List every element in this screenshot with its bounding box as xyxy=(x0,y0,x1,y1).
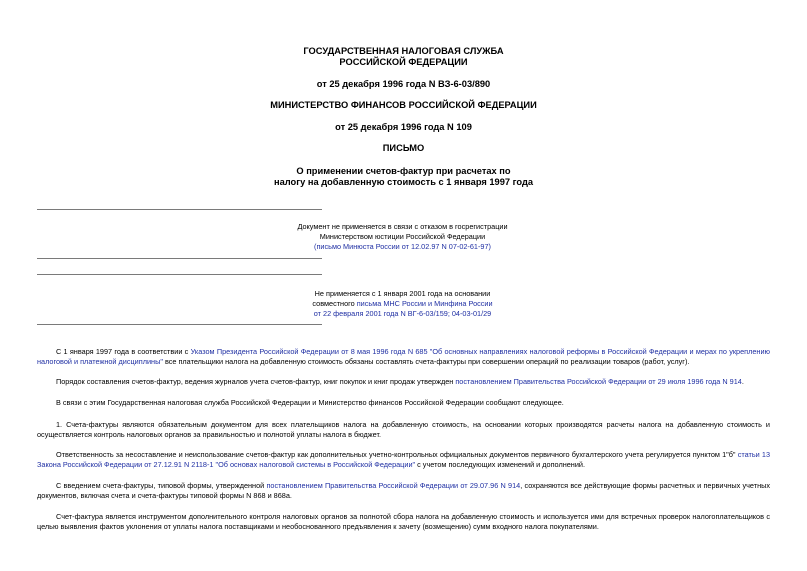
divider xyxy=(37,274,322,275)
ministry-title: МИНИСТЕРСТВО ФИНАНСОВ РОССИЙСКОЙ ФЕДЕРАЦИИ xyxy=(270,100,537,110)
note-1-link[interactable]: (письмо Минюста России от 12.02.97 N 07-02-61-97) xyxy=(314,242,491,251)
subject-line2: налогу на добавленную стоимость с 1 января 1997 года xyxy=(273,177,534,187)
note-2-link-line3[interactable]: от 22 февраля 2001 года N ВГ-6-03/159; 04-03-01/29 xyxy=(313,309,492,318)
status-note-2 xyxy=(260,289,545,319)
resolution-link-2[interactable]: постановлением Правительства Российской Федерации от 29.07.96 N 914 xyxy=(266,481,521,490)
paragraph-6-text-end: , сохраняются все действующие формы расчетных и первичных учетных документов, включая счета и счета-фактуры типовой формы N 868 и 868а. xyxy=(37,481,770,500)
divider xyxy=(37,324,322,325)
note-1-line2: Министерством юстиции Российской Федерации xyxy=(319,232,486,241)
note-2-link[interactable]: письма МНС России и Минфина России xyxy=(356,299,493,308)
decree-link[interactable]: Указом Президента Российской Федерации от 8 мая 1996 года N 685 "Об основных направлениях налоговой реформы в Российской Федерации и мерах по укреплению налоговой и платежной дисциплины" xyxy=(37,347,770,366)
resolution-link[interactable]: постановлением Правительства Российской Федерации от 29 июля 1996 года N 914 xyxy=(455,377,742,386)
paragraph-6 xyxy=(37,481,770,501)
paragraph-4: 1. Счета-фактуры являются обязательным документом для всех плательщиков налога на добавленную стоимость, на основании которых производятся расчеты налога на добавленную стоимость и осуществляется контроль налоговых органов за правильностью и полнотой уплаты налога в бюджет. xyxy=(37,420,770,439)
paragraph-2 xyxy=(37,377,770,387)
note-2-line2 xyxy=(260,299,545,309)
paragraph-7: Счет-фактура является инструментом дополнительного контроля налоговых органов за полнотой сбора налога на добавленную стоимость и используется ими для встречных проверок налогоплательщиков с целью выявления фактов уклонения от уплаты налога поставщиками и необоснованного предъявления к зачету (возмещению) сумм входного налога покупателями. xyxy=(37,512,770,531)
subject-line1: О применении счетов-фактур при расчетах по xyxy=(296,166,511,176)
divider xyxy=(37,258,322,259)
paragraph-5 xyxy=(37,450,770,470)
issuer-date: от 25 декабря 1996 года N ВЗ-6-03/890 xyxy=(316,79,491,89)
document-type: ПИСЬМО xyxy=(382,143,425,153)
law-article-link[interactable]: статьи 13 Закона Российской Федерации от 27.12.91 N 2118-1 "Об основах налоговой системы в Российской Федерации" xyxy=(37,450,770,469)
paragraph-1-text-end: все плательщики налога на добавленную стоимость обязаны составлять счета-фактуры при совершении операций по реализации товаров (работ, услуг). xyxy=(162,357,690,366)
note-2-prefix: совместного xyxy=(312,299,357,308)
paragraph-3: В связи с этим Государственная налоговая служба Российской Федерации и Министерство финансов Российской Федерации сообщают следующее. xyxy=(56,398,564,407)
status-note-1 xyxy=(260,222,545,252)
paragraph-6-text: С введением счета-фактуры, типовой формы, утвержденной xyxy=(56,481,267,490)
paragraph-1 xyxy=(37,347,770,367)
paragraph-5-text: Ответственность за несоставление и неиспользование счетов-фактур как дополнительных учетно-контрольных официальных документов первичного бухгалтерского учета регулируется пунктом 1"б" xyxy=(56,450,738,459)
issuer-title-line2: РОССИЙСКОЙ ФЕДЕРАЦИИ xyxy=(339,57,468,67)
paragraph-5-text-end: с учетом последующих изменений и дополнений. xyxy=(415,460,586,469)
paragraph-2-text-end: . xyxy=(741,377,744,386)
divider xyxy=(37,209,322,210)
note-2-line1: Не применяется с 1 января 2001 года на основании xyxy=(314,289,491,298)
ministry-date: от 25 декабря 1996 года N 109 xyxy=(335,122,472,132)
paragraph-1-text: С 1 января 1997 года в соответствии с xyxy=(56,347,191,356)
note-1-line1: Документ не применяется в связи с отказом в госрегистрации xyxy=(297,222,508,231)
issuer-title-line1: ГОСУДАРСТВЕННАЯ НАЛОГОВАЯ СЛУЖБА xyxy=(303,46,504,56)
paragraph-2-text: Порядок составления счетов-фактур, ведения журналов учета счетов-фактур, книг покупок и книг продаж утвержден xyxy=(56,377,456,386)
